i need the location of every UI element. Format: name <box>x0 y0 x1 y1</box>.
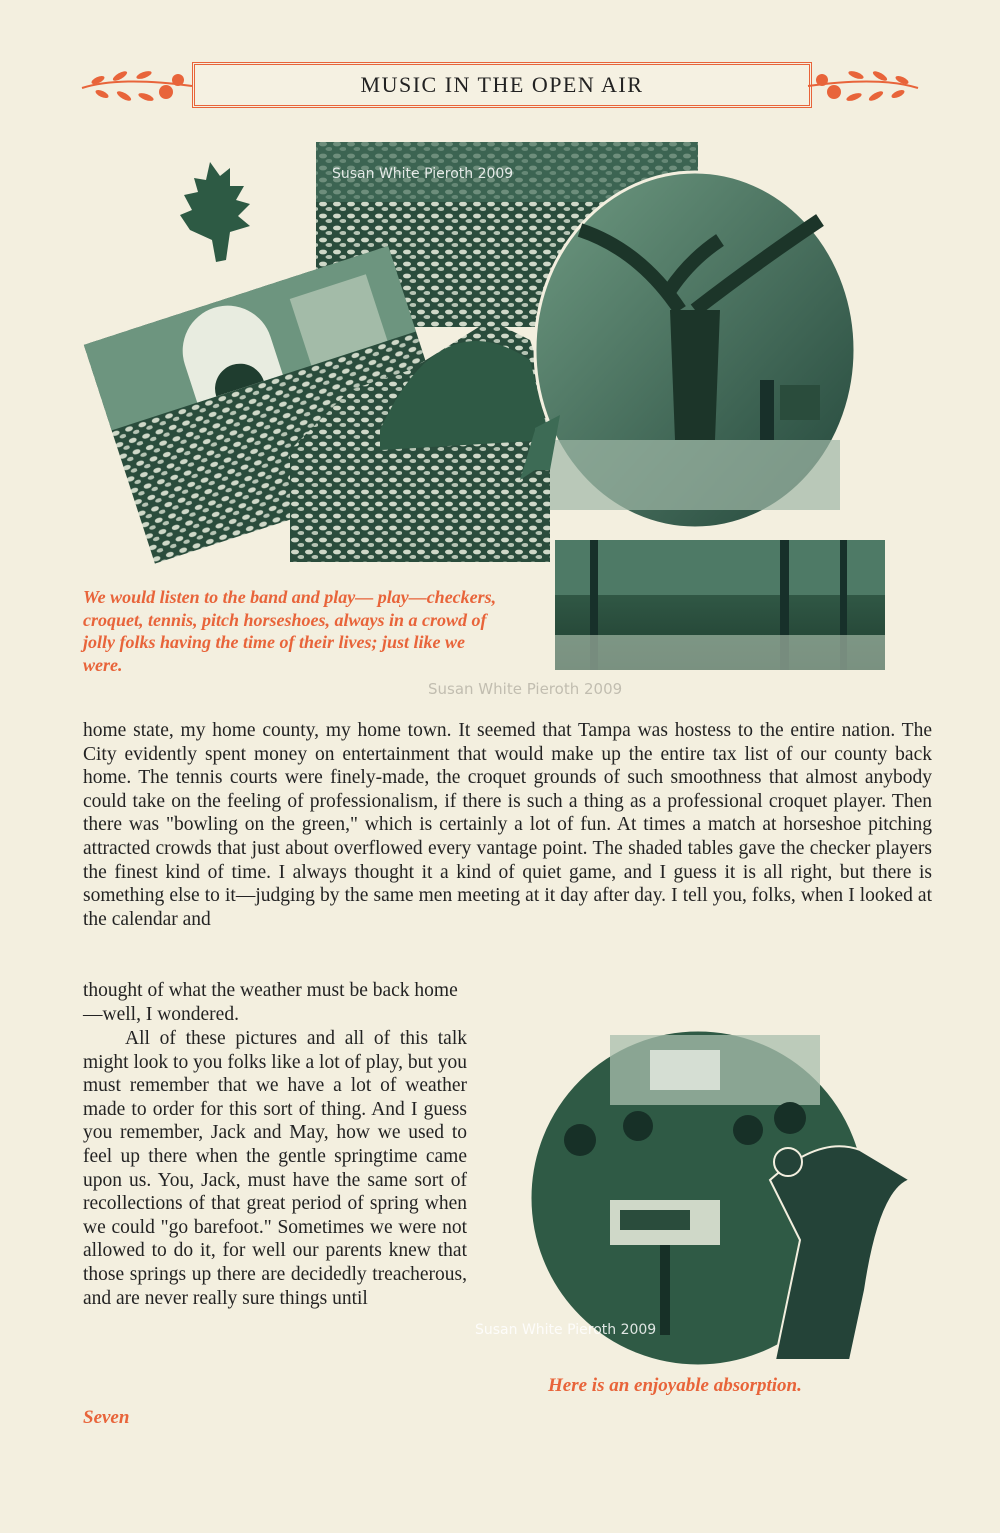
photo-oak-tree-circle <box>535 172 855 528</box>
watermark-top: Susan White Pieroth 2009 <box>332 166 514 182</box>
body-paragraph-2-text: All of these pictures and all of this talk might look to you folks like a lot of play, but you must remember that we have a lot of weather made to order for this sort of thing. And I guess you remember, Jack and May, how we used to feel up there when the gentle springtime came upon us. You, Jack, must have the same sort of recollections of that great period of spring when we could "go barefoot." Sometimes we were not allowed to do it, for well our parents knew that those springs up there are decidedly treacherous, and are never really sure things until <box>83 1028 467 1309</box>
orange-branch-ornament-right <box>805 66 920 106</box>
body-paragraph-1 <box>83 719 932 931</box>
page-number: Seven <box>83 1407 130 1428</box>
watermark-bottom: Susan White Pieroth 2009 <box>475 1322 657 1338</box>
page-title: MUSIC IN THE OPEN AIR <box>360 72 644 97</box>
oak-leaf-cutout <box>180 162 250 262</box>
body-paragraph-1-continued-text: thought of what the weather must be back home—well, I wondered. <box>83 980 458 1025</box>
header-frame <box>192 62 812 108</box>
body-paragraph-1-text: home state, my home county, my home town. It seemed that Tampa was hostess to the entire nation. The City evidently spent money on entertainment that would make up the entire tax list of our county back home. The tennis courts were finely-made, the croquet grounds of such smoothness that almost anybody could take on the feeling of professionalism, if there is such a thing as a professional croquet player. Then there was "bowling on the green," which is certainly a lot of fun. At times a match at horseshoe pitching attracted crowds that just about overflowed every vantage point. The shaded tables gave the checker players the finest kind of time. I always thought it a kind of quiet game, and I guess it is all right, but there is something else to it—judging by the same men meeting at it day after day. I tell you, folks, when I looked at the calendar and <box>83 720 932 930</box>
header-banner <box>80 62 920 110</box>
body-paragraph-2 <box>83 1027 467 1310</box>
body-paragraph-1-continued <box>83 979 467 1026</box>
caption-top: We would listen to the band and play— play—checkers, croquet, tennis, pitch horseshoes, always in a crowd of jolly folks having the time of their lives; just like we were. <box>83 587 497 675</box>
orange-branch-ornament-left <box>80 66 195 106</box>
caption-bottom: Here is an enjoyable absorption. <box>548 1375 802 1396</box>
watermark-middle: Susan White Pieroth 2009 <box>428 680 623 698</box>
